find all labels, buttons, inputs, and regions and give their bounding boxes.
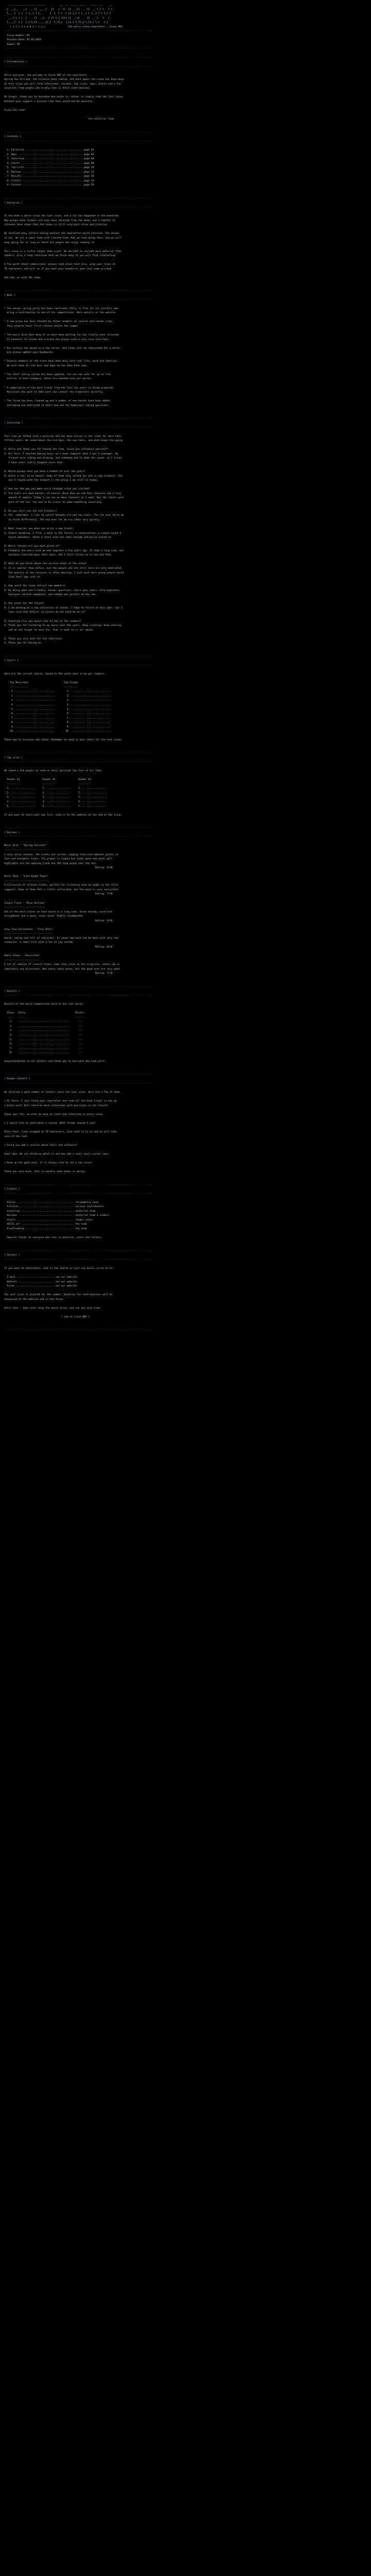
- section-10-line: Thank you very much, that is exactly what keeps us going.: [4, 1170, 86, 1173]
- section-1-line: Enjoy the read!: [4, 109, 26, 112]
- section-6-line: 2. ............................ 2. ............................: [4, 694, 111, 698]
- section-4-line: * A compilation of the best tracks from the last two years is being prepared.: [4, 386, 114, 389]
- section-4-line: * The music disk that many of us have been waiting for has finally been released.: [4, 334, 120, 337]
- section-6-line: 5. ............................ 5. ............................: [4, 708, 111, 711]
- section-4-line: but please update your bookmarks.: [4, 351, 54, 354]
- section-8-line: suggests. Some of them feel a little unfinished, but the mood is very consistent.: [4, 888, 120, 891]
- section-12-line: Until then - take care, keep the music alive, and see you next time!: [4, 1307, 102, 1310]
- section-8-line: Rating: 7/10: [4, 972, 113, 975]
- logo-ascii-line: \___ \ | | | |__) | |__ / \ | \ / || |_) | |__) | |__) | \ \_/ /: [4, 12, 113, 15]
- section-9-line: 3. .................................... ---: [4, 1029, 83, 1032]
- section-3-line: New groups have formed, old ones have returned from the dead, and a handful of: [4, 219, 115, 222]
- section-11-line: ASCII art ..................................... the team: [4, 1223, 87, 1226]
- divider: --------------------------------------------------------------------------------------------------------: [4, 1192, 153, 1195]
- section-3-line: And now, on with the show.: [4, 276, 41, 279]
- section-heading: [ Contents ]: [4, 135, 22, 139]
- section-4-line: including one dedicated to tools and one for beginners asking questions.: [4, 404, 110, 407]
- issue-pages: Pages: 20: [4, 43, 20, 46]
- section-11-line: Charts ........................................ reader votes: [4, 1218, 93, 1222]
- section-9-line: Congratulations to all winners and thank you to everyone who took part!: [4, 1060, 106, 1063]
- section-9-line: ----- ----- ------: [4, 1016, 84, 1019]
- section-8-line: -------------------------------: [4, 879, 48, 883]
- section-5-line: A: It is smaller than before, but the people who are still here are very dedicated.: [4, 567, 123, 570]
- section-8-line: arrangement and a warm, clean sound. Highly recommended.: [4, 915, 84, 918]
- section-1-line: surprises from people who kindly sent us their contributions.: [4, 87, 91, 90]
- section-1-line: In this issue you will find interviews, reviews, top lists, news, charts and a few: [4, 82, 121, 86]
- divider: --------------------------------------------------------------------------------------------------------: [4, 65, 153, 68]
- section-10-line: > Great work! Will there be more interviews with musicians in the future?: [4, 1104, 108, 1107]
- section-5-line: and do not forget to have fun. That is what it is all about.: [4, 629, 94, 632]
- section-heading: [ Top Lists ]: [4, 756, 23, 759]
- section-3-line: is yes. We are a small team with limited time, but we love doing this, and we will: [4, 236, 121, 240]
- section-5-line: A: I am working on a new collection of tracks. I hope to finish it this year, but I: [4, 606, 123, 609]
- section-6-line: 10. ............................ 10. ............................: [4, 730, 111, 733]
- section-8-line: A very solid release. The tracks are varied, ranging from calm ambient pieces to: [4, 853, 119, 856]
- section-5-line: Q: How could the scene attract new members?: [4, 585, 65, 588]
- section-9-line: 4. .................................... ---: [4, 1033, 83, 1037]
- section-8-line: -------------------------------: [4, 849, 48, 852]
- section-6-line: Top Musicians Top Groups: [4, 682, 78, 685]
- section-5-line: A: By being open and friendly. Answer questions, share your tools, help beginners.: [4, 589, 121, 592]
- divider: --------------------------------------------------------------------------------------------------------: [4, 1073, 153, 1076]
- section-5-line: amount of memory. Today I can use as many channels as I want. But the limits were: [4, 497, 124, 500]
- section-5-line: Q: Thank you very much for the interview!: [4, 637, 63, 640]
- section-6-line: Here are the current charts, based on the votes sent in by our readers.: [4, 673, 106, 676]
- section-5-line: Q: Which release are you most proud of?: [4, 545, 60, 548]
- divider: --------------------------------------------------------------------------------------------------------: [4, 47, 153, 50]
- section-1-line: - the editorial team: [4, 118, 114, 121]
- section-4-line: They promise their first release before the summer.: [4, 325, 80, 328]
- section-5-line: Everyone started somewhere, and nobody was perfect on day one.: [4, 594, 97, 597]
- section-8-line: Short, catchy and full of character. It shows how much can be done with very few: [4, 937, 119, 940]
- logo-ascii-line: |____/ |_| |_| \_\|______|/_/ \_\|_| |_||_| \_\|_| \_\|_| \_\ |_|: [4, 21, 113, 24]
- divider: --------------------------------------------------------------------------------------------------------: [4, 1183, 153, 1187]
- section-5-line: A: Thank you for having me.: [4, 642, 43, 645]
- section-7-line: 2. ................. 2. ................. 2. .................: [4, 791, 107, 794]
- section-7-line: Reader #1 Reader #2 Reader #3: [4, 778, 91, 782]
- divider: --------------------------------------------------------------------------------------------------------: [4, 417, 153, 420]
- section-1-line: Without your support a project like this would not be possible.: [4, 100, 94, 104]
- section-4-line: We wish them all the best and hope to see them back soon.: [4, 364, 89, 367]
- section-8-line: Highlights are the opening track and the long piece near the end.: [4, 862, 97, 865]
- section-4-line: * The annual spring party has been confirmed. Entry is free for all visitors who: [4, 307, 119, 310]
- divider: --------------------------------------------------------------------------------------------------------: [4, 1249, 153, 1252]
- section-5-line: Q: Anything else you would like to say to the readers?: [4, 620, 81, 623]
- section-9-line: 6. .................................... ---: [4, 1043, 83, 1046]
- section-6-line: 1. ............................ 1. ............................: [4, 690, 111, 693]
- section-4-line: * A new group has been founded by former members of several well-known crews.: [4, 320, 114, 324]
- logo-ascii-line: / ___|__ __| __ \| ____| /\ | \/ || _ \| __ \| __ \ \ \ / /: [4, 8, 113, 11]
- section-heading: [ Contact ]: [4, 1254, 20, 1257]
- logo-ascii-line: ___) | | | | _ /| __| / /\ \ | |\/| || _ <| _ /| _ / \ /: [4, 16, 113, 20]
- section-11-line: Editor ........................................ streamberry team: [4, 1201, 98, 1204]
- section-12-line: E-mail .......................... see our website: [4, 1276, 77, 1279]
- section-6-line: 8. ............................ 8. ............................: [4, 721, 111, 724]
- section-3-line: releases have shown that the scene is still very much alive and creative.: [4, 224, 108, 227]
- section-3-line: keep going for as long as there are people who enjoy reading it.: [4, 241, 96, 244]
- section-10-line: care of the rest.: [4, 1135, 29, 1138]
- section-heading: [ News ]: [4, 294, 16, 297]
- section-9-line: Place Entry Points: [4, 1012, 84, 1015]
- section-3-line: 78 characters and tell us if you want your handle or your real name printed.: [4, 267, 113, 270]
- divider: --------------------------------------------------------------------------------------------------------: [4, 1082, 153, 1085]
- section-9-line: 8. .................................... ---: [4, 1052, 83, 1055]
- section-5-line: find their way into it.: [4, 576, 41, 579]
- section-10-line: Good idea. We are thinking about it and may add a small tools corner soon.: [4, 1153, 110, 1156]
- section-2-line: 3. Interview ........................................ page 04: [4, 158, 94, 161]
- section-9-line: 5. .................................... ---: [4, 1038, 83, 1041]
- section-5-line: have said that before, so please do not hold me to it!: [4, 611, 86, 614]
- divider: --------------------------------------------------------------------------------------------------------: [4, 290, 153, 293]
- section-5-line: This time we talked with a musician who has been active in the scene for more than: [4, 435, 121, 438]
- section-8-line: Rating: 8/10: [4, 946, 113, 949]
- divider: --------------------------------------------------------------------------------------------------------: [4, 761, 153, 764]
- section-3-line: A few words about submissions: please send plain text only, wrap your lines at: [4, 263, 115, 266]
- section-9-line: Results of the music competition held at the last party:: [4, 1003, 84, 1006]
- section-2-line: 5. Top Lists ........................................ page 10: [4, 166, 94, 170]
- masthead-tagline: [ s t r e a m b e r r y ] the music scene newsletter - Issue #05: [4, 25, 123, 28]
- divider: --------------------------------------------------------------------------------------------------------: [4, 1258, 153, 1261]
- section-8-line: ----------------------------------: [4, 933, 53, 936]
- section-5-line: A: Almost anything. A film, a walk in the forest, a conversation, a single sound I: [4, 532, 121, 535]
- section-1-line: Spring has arrived, the releases keep coming, and once again the scene has been busy.: [4, 78, 126, 81]
- section-12-line: [ end of issue #05 ]: [4, 1315, 90, 1318]
- section-5-line: Q: What do you think about the current state of the scene?: [4, 563, 87, 566]
- section-4-line: It contains 14 tracks and a brand new player with a very nice interface.: [4, 338, 110, 341]
- section-5-line: part of the fun. You had to be clever to make something sound big.: [4, 501, 103, 504]
- section-9-line: 1. .................................... ---: [4, 1021, 83, 1024]
- section-8-line: A collection of relaxed tracks, perfect for listening late at night as the title: [4, 884, 119, 887]
- section-4-line: entries in each category. Votes are counted once per person.: [4, 378, 93, 381]
- section-8-line: Rating: 9/10: [4, 919, 113, 922]
- section-5-line: fifteen years. We asked about the old days, the new tools, and what keeps him going.: [4, 439, 124, 443]
- section-6-line: 7. ............................ 7. ............................: [4, 717, 111, 720]
- section-2-line: 6. Reviews .......................................... page 12: [4, 171, 94, 174]
- section-5-line: Q: Any plans for the future?: [4, 602, 44, 605]
- section-heading: [ Introduction ]: [4, 61, 27, 64]
- divider: --------------------------------------------------------------------------------------------------------: [4, 994, 153, 997]
- section-2-line: 9. Contact .......................................... page 20: [4, 184, 94, 187]
- divider: --------------------------------------------------------------------------------------------------------: [4, 206, 153, 209]
- divider: --------------------------------------------------------------------------------------------------------: [4, 56, 153, 59]
- section-5-line: A: Quite a few, to be honest. Some of them only lasted for one or two releases. The: [4, 474, 123, 478]
- section-5-line: one I stayed with the longest is the group I am still in today.: [4, 479, 98, 482]
- section-5-line: I have never really stopped since then.: [4, 461, 64, 464]
- section-11-line: Proofreading .................................. the team: [4, 1228, 87, 1231]
- section-7-line: We asked a few people to send us their personal top five of all time.: [4, 770, 103, 773]
- divider: --------------------------------------------------------------------------------------------------------: [4, 664, 153, 667]
- section-6-line: 9. ............................ 9. ............................: [4, 725, 111, 728]
- section-8-line: A set of remixes of classic tunes. Some stay close to the originals, others go in: [4, 963, 120, 967]
- divider: --------------------------------------------------------------------------------------------------------: [4, 836, 153, 839]
- section-6-line: 6. ............................ 6. ............................: [4, 713, 111, 716]
- divider: --------------------------------------------------------------------------------------------------------: [4, 827, 153, 830]
- section-4-line: bring a contribution to one of the competitions. More details on the website.: [4, 312, 117, 315]
- section-7-line: 5. ................. 5. ................. 5. .................: [4, 805, 107, 808]
- section-4-line: * Several members of the scene have been busy with real life, work and families.: [4, 360, 119, 363]
- section-5-line: A: Hi! Sure. I started making music on a home computer when I was a teenager. My: [4, 452, 119, 455]
- section-10-line: > Keep up the good work, it is always nice to see a new issue!: [4, 1161, 93, 1164]
- section-10-line: Plain text, lines wrapped at 78 characters. Just send it to us and we will take: [4, 1131, 117, 1133]
- divider: --------------------------------------------------------------------------------------------------------: [4, 197, 153, 200]
- section-10-line: We received a good number of letters since the last issue. Here are a few of them.: [4, 1091, 121, 1094]
- section-4-line: * Our archive has moved to a new server. Old links will be redirected for a while,: [4, 347, 121, 350]
- section-5-line: Q: Which groups have you been a member of over the years?: [4, 470, 86, 473]
- section-1-line: As always, thank you to everyone who wrote in, voted, or simply read the last issue.: [4, 96, 124, 99]
- section-10-line: > I would like to contribute a review. What format should I use?: [4, 1122, 96, 1125]
- section-3-line: It has been a while since the last issue, and a lot has happened in the meantime.: [4, 215, 120, 218]
- section-7-line: 3. ................. 3. ................. 3. .................: [4, 796, 107, 799]
- section-12-line: announced on the website and in the forum.: [4, 1298, 64, 1301]
- section-5-line: to think differently. The new ones let me try ideas very quickly.: [4, 518, 102, 521]
- section-5-line: A: Probably the music disk we did together a few years ago. It took a long time, but: [4, 549, 124, 552]
- section-2-line: 4. Charts ........................................... page 08: [4, 162, 94, 165]
- section-8-line: Music Pack - "Late Night Tapes": [4, 875, 48, 878]
- section-4-line: Musicians who want to take part can contact the organisers directly.: [4, 391, 104, 394]
- section-7-line: --------- --------- ---------: [4, 783, 91, 786]
- section-10-line: Thank you! Yes, we plan to have at least one interview in every issue.: [4, 1113, 104, 1116]
- section-6-line: Thank you to everyone who voted. Remember to send in your votes for the next issue.: [4, 739, 123, 742]
- section-2-line: 1. Editorial ........................................ page 01: [4, 149, 94, 152]
- section-7-line: If you want to share your own list, send it to the address at the end of the issue.: [4, 814, 123, 817]
- section-heading: [ Charts ]: [4, 659, 19, 663]
- section-7-line: 1. ................. 1. ................. 1. .................: [4, 787, 107, 790]
- section-2-line: 8. Credits .......................................... page 19: [4, 179, 94, 182]
- section-8-line: One of the best tracks we have heard in a long time. Great melody, excellent: [4, 910, 113, 913]
- section-2-line: 2. News ............................................. page 02: [4, 153, 94, 156]
- section-7-line: 4. ................. 4. ................. 4. .................: [4, 800, 107, 803]
- section-8-line: -------------------------: [4, 959, 40, 962]
- section-5-line: Q: How has the way you make music changed since you started?: [4, 488, 90, 491]
- section-9-line: 2. .................................... ---: [4, 1025, 83, 1028]
- section-6-line: 4. ............................ 4. ............................: [4, 703, 111, 706]
- section-11-line: Articles ...................................... various contributors: [4, 1206, 104, 1209]
- section-heading: [ Results ]: [4, 990, 20, 993]
- section-8-line: Chip Tune Collection - "Tiny Bits": [4, 928, 53, 931]
- divider: --------------------------------------------------------------------------------------------------------: [4, 1329, 153, 1332]
- section-3-line: readers, plus a long interview that we think many of you will find interesting.: [4, 255, 117, 258]
- logo-ascii-line: ____ _______ _____ ______ __ __ ____ _____ _____ __ __: [4, 4, 113, 6]
- divider: --------------------------------------------------------------------------------------------------------: [4, 30, 153, 33]
- section-5-line: heard somewhere. Often I start with one small melody and build around it.: [4, 536, 113, 539]
- section-5-line: A: The tools are much better, of course. Back then we had four channels and a tiny: [4, 492, 121, 495]
- section-5-line: friends were coding and drawing, and somebody had to make the sound, so I tried.: [4, 457, 123, 460]
- section-12-line: Forum ........................... see our website: [4, 1285, 77, 1288]
- section-10-line: > Hi there, I just found your newsletter and read all the back issues in one go.: [4, 1100, 119, 1103]
- section-5-line: A: Yes, sometimes. I like to switch between old and new tools. The old ones force me: [4, 514, 124, 517]
- section-12-line: The next issue is planned for the summer. Deadline for contributions will be: [4, 1294, 113, 1297]
- section-11-line: Interview ..................................... editorial team: [4, 1210, 96, 1213]
- issue-release-date: Release Date: 01.05.2010: [4, 39, 41, 42]
- section-8-line: Music Disk - "Spring Sessions": [4, 844, 47, 848]
- section-8-line: resources. A small file with a lot of joy inside.: [4, 941, 74, 944]
- section-heading: [ Reviews ]: [4, 831, 20, 834]
- section-2-line: 7. Results .......................................... page 16: [4, 175, 94, 178]
- section-5-line: Q: What inspires you when you write a new track?: [4, 528, 73, 531]
- section-11-line: Special thanks to everyone who sent in material, votes and letters.: [4, 1236, 103, 1240]
- section-8-line: fast and energetic tunes. The player is simple but looks good and works well.: [4, 858, 114, 861]
- section-4-line: * The chart voting system has been updated. You can now vote for up to five: [4, 373, 111, 376]
- section-11-line: Reviews ....................................... editorial team & readers: [4, 1214, 110, 1217]
- section-3-line: This issue is a little longer than usual. We decided to include more material from: [4, 250, 121, 253]
- divider: --------------------------------------------------------------------------------------------------------: [4, 140, 153, 143]
- section-9-line: 7. .................................... ---: [4, 1047, 83, 1050]
- section-6-line: 3. ............................ 3. ............................: [4, 699, 111, 702]
- section-5-line: Q: Do you still use the old trackers?: [4, 510, 57, 513]
- section-5-line: The quality of the releases is often amazing. I just wish more young people would: [4, 571, 124, 574]
- section-heading: [ Editorial ]: [4, 201, 23, 205]
- section-heading: [ Reader Letters ]: [4, 1078, 30, 1081]
- divider: --------------------------------------------------------------------------------------------------------: [4, 298, 153, 301]
- section-10-line: > Could you add a section about tools and software?: [4, 1144, 77, 1147]
- issue-number: Issue Number: 05: [4, 34, 30, 37]
- divider: --------------------------------------------------------------------------------------------------------: [4, 655, 153, 658]
- divider: --------------------------------------------------------------------------------------------------------: [4, 985, 153, 988]
- section-heading: [ Credits ]: [4, 1188, 20, 1191]
- section-8-line: Rating: 8/10: [4, 867, 113, 870]
- section-8-line: Rating: 7/10: [4, 893, 113, 896]
- section-6-line: ------------- ----------: [4, 686, 78, 689]
- section-5-line: Q: Hello and thank you for taking the time. Could you introduce yourself?: [4, 448, 108, 451]
- section-8-line: Single Track - "Blue Horizon": [4, 902, 46, 905]
- section-12-line: If you want to contribute, vote in the charts or just say hello, write to us:: [4, 1267, 114, 1270]
- section-8-line: -----------------------------: [4, 906, 46, 909]
- section-8-line: completely new directions. Not every remix works, but the good ones are very good.: [4, 968, 121, 971]
- section-12-line: Website ......................... see our website: [4, 1280, 77, 1283]
- section-4-line: * The forum has been cleaned up and a number of new boards have been added,: [4, 400, 111, 403]
- section-heading: [ Interview ]: [4, 421, 23, 425]
- divider: --------------------------------------------------------------------------------------------------------: [4, 426, 153, 429]
- section-8-line: Remix Album - "Revisited": [4, 955, 40, 958]
- section-5-line: everyone involved gave their best, and I still listen to it now and then.: [4, 554, 113, 557]
- divider: --------------------------------------------------------------------------------------------------------: [4, 752, 153, 755]
- section-5-line: A: Thank you for listening to my music over the years. Keep creating, keep sharing,: [4, 624, 123, 628]
- divider: --------------------------------------------------------------------------------------------------------: [4, 131, 153, 134]
- section-1-line: Hello everyone, and welcome to Issue #05 of the newsletter.: [4, 74, 89, 77]
- section-3-line: We received many letters asking whether the newsletter would continue. The answer: [4, 232, 120, 235]
